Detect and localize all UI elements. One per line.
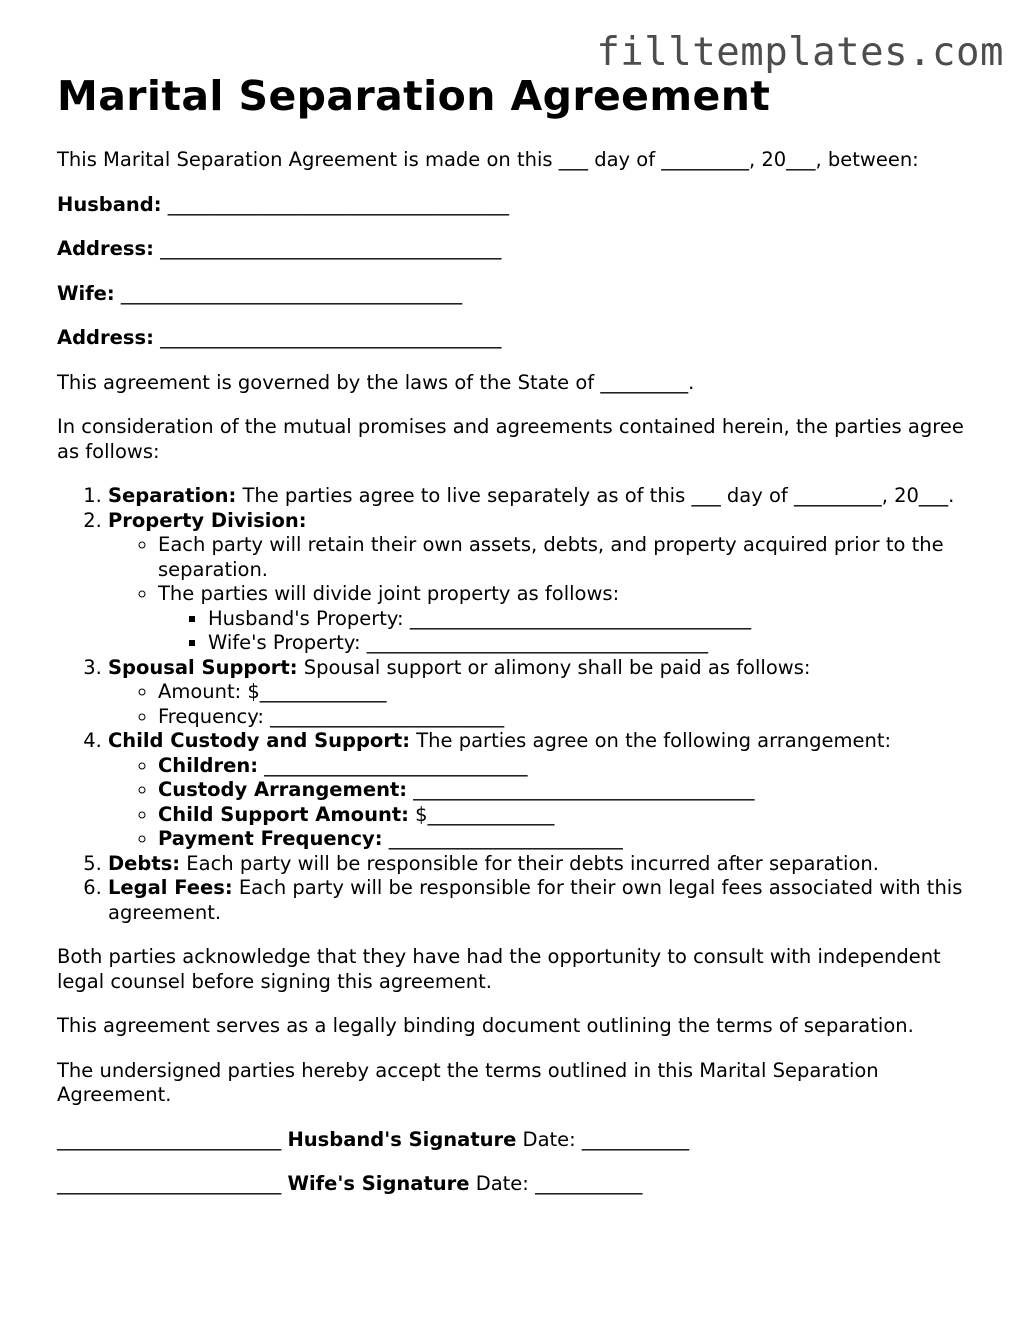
governing-law-paragraph: This agreement is governed by the laws of the State of _________. [57,370,695,394]
support-amount-item: ◦ Amount: $_____________ [158,680,982,705]
husband-line [57,193,982,218]
term-spousal-support [108,656,982,730]
property-label: Property Division: [108,508,307,532]
wife-address-line [57,326,982,351]
custody-arrangement-item [158,778,982,803]
page-title: Marital Separation Agreement [57,72,771,120]
child-support-amount-label: Child Support Amount: [158,802,409,826]
payment-frequency-item [158,827,982,852]
debts-text: Each party will be responsible for their debts incurred after separation. [180,851,879,875]
support-frequency-item: ◦ Frequency: ________________________ [158,705,982,730]
wife-signature-line [57,1172,982,1197]
children-label: Children: [158,753,259,777]
binding-paragraph: This agreement serves as a legally binding document outlining the terms of separation. [57,1014,914,1037]
consideration-paragraph: In consideration of the mutual promises and agreements contained herein, the parties agree as follows: [57,415,964,463]
term-child-custody [108,729,982,852]
watermark: filltemplates.com [596,30,1004,75]
wife-address-label: Address: [57,326,154,349]
acknowledge-paragraph: Both parties acknowledge that they have had the opportunity to consult with independent legal counsel before signing this agreement. [57,945,941,993]
support-text: Spousal support or alimony shall be paid as follows: [297,655,811,679]
term-separation [108,484,982,509]
support-sublist [108,680,982,729]
wife-label: Wife: [57,281,115,305]
wife-address-blank: ___________________________________ [160,326,502,349]
property-divide-text: The parties will divide joint property as follows: [158,582,620,605]
husband-address-blank: ___________________________________ [160,237,502,260]
husband-signature-date: Date: ___________ [516,1127,690,1151]
property-divide-item [158,582,982,656]
fees-text: Each party will be responsible for their own legal fees associated with this agreement. [108,876,963,924]
payment-frequency-blank: ________________________ [382,827,623,850]
wife-signature-label: Wife's Signature [287,1172,470,1195]
children-blank: ___________________________ [258,753,528,777]
term-debts [108,852,982,877]
document-body [57,148,982,1217]
custody-label: Child Custody and Support: [108,729,411,752]
wife-property-item: ▪ Wife's Property: ___________________________________ [208,631,982,656]
husband-blank: ___________________________________ [167,192,510,216]
child-support-amount-item [158,803,982,828]
husband-signature-blank: _______________________ [57,1127,282,1151]
separation-text: The parties agree to live separately as of this ___ day of _________, 20___. [236,484,955,507]
intro-paragraph: This Marital Separation Agreement is made on this ___ day of _________, 20___, between: [57,148,919,171]
husband-property-item: ▪ Husband's Property: ___________________________________ [208,607,982,632]
husband-address-label: Address: [57,237,154,260]
terms-list [57,484,982,925]
separation-label: Separation: [108,484,237,507]
property-sublist [108,533,982,656]
husband-address-line [57,237,982,262]
debts-label: Debts: [108,851,181,875]
custody-arrangement-blank: ___________________________________ [407,778,755,801]
wife-signature-blank: _______________________ [57,1172,282,1195]
husband-signature-label: Husband's Signature [287,1127,517,1151]
payment-frequency-label: Payment Frequency: [158,827,383,850]
wife-signature-date: Date: ___________ [469,1172,643,1195]
children-item [158,754,982,779]
joint-property-sublist [158,607,982,656]
custody-sublist [108,754,982,852]
property-retain-item: ◦ Each party will retain their own assets, debts, and property acquired prior to the separation. [158,533,982,582]
fees-label: Legal Fees: [108,876,233,899]
support-label: Spousal Support: [108,655,298,679]
child-support-amount-blank: $_____________ [408,802,555,826]
term-legal-fees [108,876,982,925]
husband-signature-line [57,1128,982,1153]
custody-arrangement-label: Custody Arrangement: [158,778,408,801]
husband-label: Husband: [57,192,162,216]
wife-line [57,282,982,307]
accept-paragraph: The undersigned parties hereby accept the terms outlined in this Marital Separation Agreement. [57,1058,879,1106]
wife-blank: ___________________________________ [120,281,463,305]
term-property-division [108,509,982,656]
custody-text: The parties agree on the following arrangement: [410,729,892,752]
